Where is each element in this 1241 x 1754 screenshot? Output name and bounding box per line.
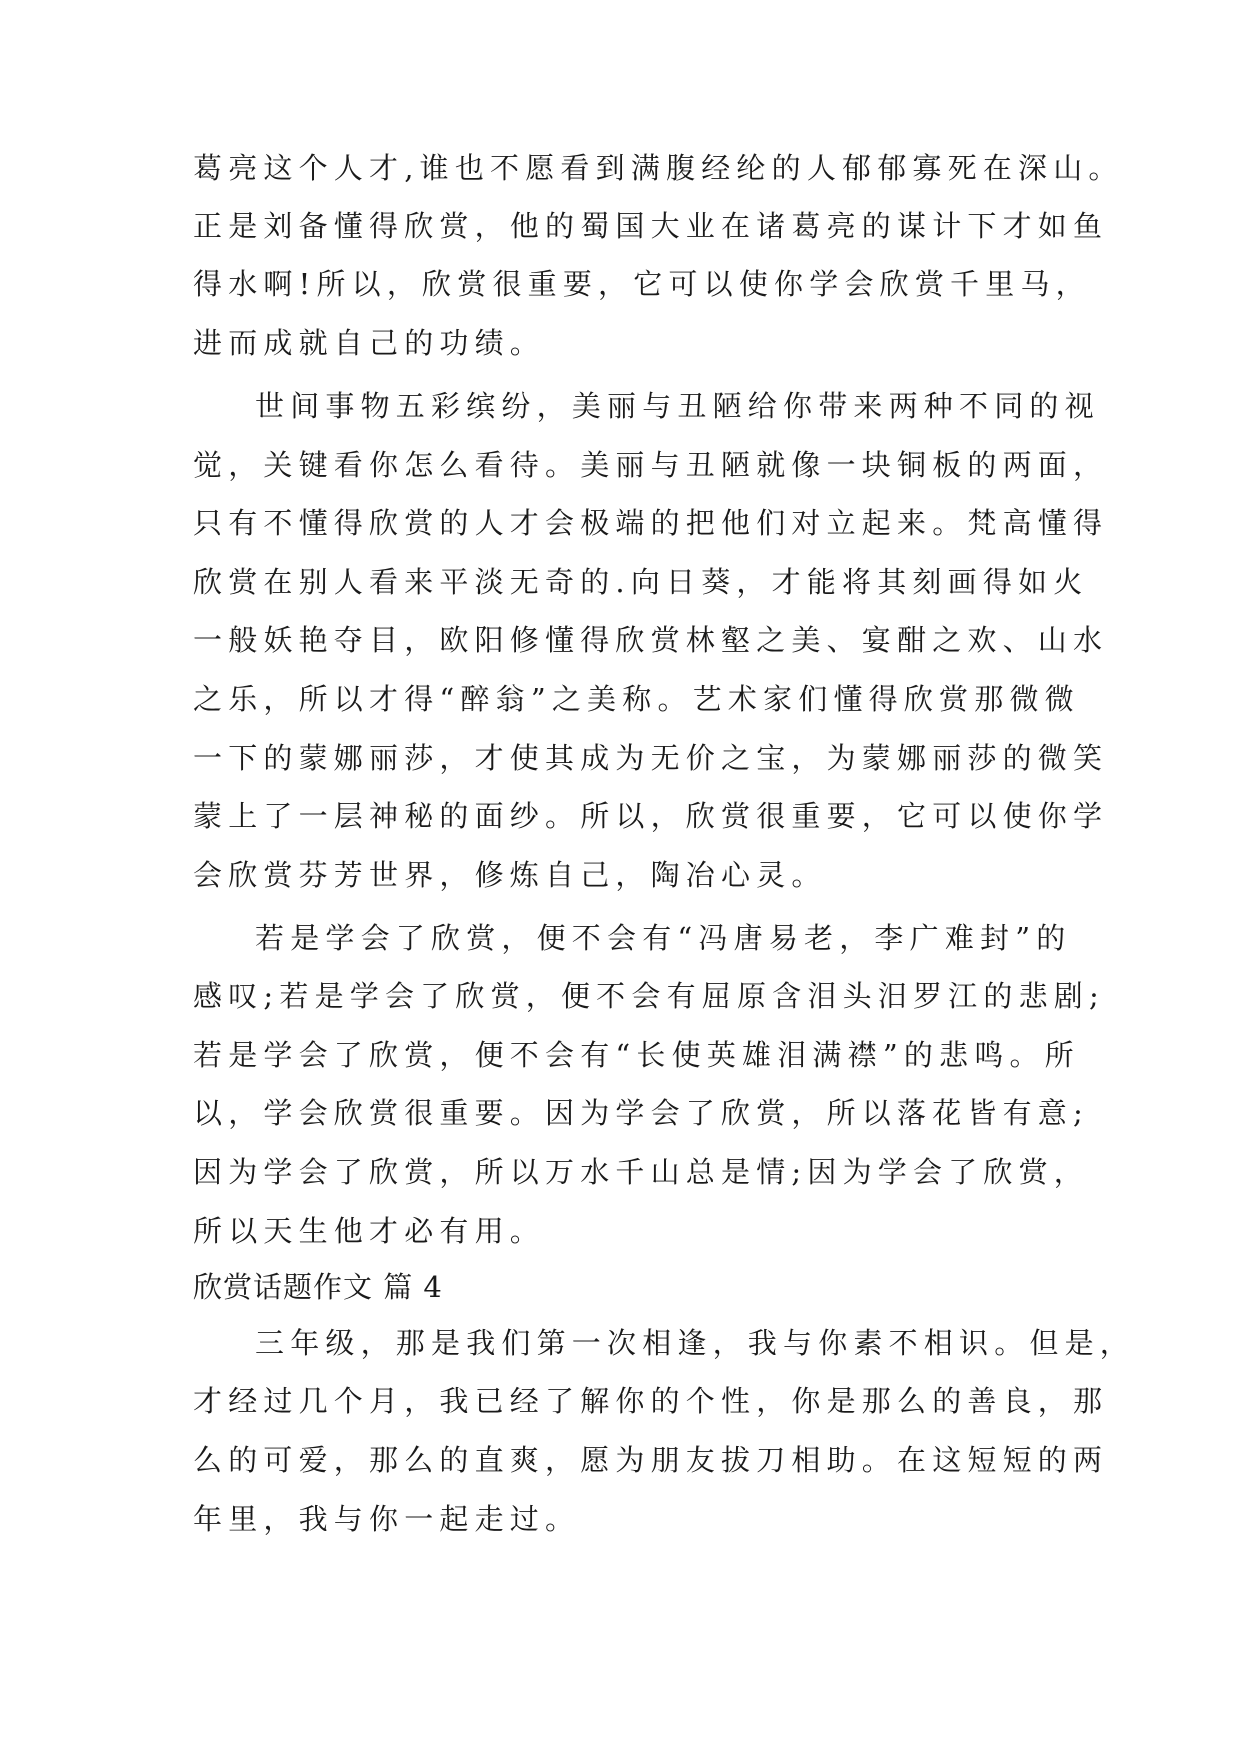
text-line: 只有不懂得欣赏的人才会极端的把他们对立起来。梵高懂得: [193, 506, 1109, 540]
paragraph-first-line: 若是学会了欣赏，便不会有“冯唐易老，李广难封”的: [255, 921, 1072, 955]
text-line: 所以天生他才必有用。: [193, 1214, 546, 1248]
text-line: 一般妖艳夺目，欧阳修懂得欣赏林壑之美、宴酣之欢、山水: [193, 623, 1109, 657]
text-line: 感叹;若是学会了欣赏，便不会有屈原含泪头汨罗江的悲剧;: [193, 979, 1105, 1013]
text-line: 觉，关键看你怎么看待。美丽与丑陋就像一块铜板的两面，: [193, 448, 1109, 482]
text-line: 欣赏在别人看来平淡无奇的.向日葵，才能将其刻画得如火: [193, 565, 1089, 599]
text-line: 一下的蒙娜丽莎，才使其成为无价之宝，为蒙娜丽莎的微笑: [193, 741, 1109, 775]
text-line: 正是刘备懂得欣赏，他的蜀国大业在诸葛亮的谋计下才如鱼: [193, 209, 1109, 243]
text-line: 以，学会欣赏很重要。因为学会了欣赏，所以落花皆有意;: [193, 1096, 1089, 1130]
paragraph-first-line: 三年级，那是我们第一次相逢，我与你素不相识。但是，: [255, 1326, 1136, 1360]
text-line: 葛亮这个人才,谁也不愿看到满腹经纶的人郁郁寡死在深山。: [193, 151, 1124, 185]
text-line: 若是学会了欣赏，便不会有“长使英雄泪满襟”的悲鸣。所: [193, 1038, 1080, 1072]
section-heading: 欣赏话题作文 篇 4: [193, 1270, 443, 1304]
text-line: 之乐，所以才得“醉翁”之美称。艺术家们懂得欣赏那微微: [193, 682, 1080, 716]
paragraph-first-line: 世间事物五彩缤纷，美丽与丑陋给你带来两种不同的视: [255, 389, 1100, 423]
text-line: 会欣赏芬芳世界，修炼自己，陶冶心灵。: [193, 858, 827, 892]
text-line: 才经过几个月，我已经了解你的个性，你是那么的善良，那: [193, 1384, 1109, 1418]
text-line: 蒙上了一层神秘的面纱。所以，欣赏很重要，它可以使你学: [193, 799, 1109, 833]
text-line: 得水啊!所以，欣赏很重要，它可以使你学会欣赏千里马，: [193, 267, 1091, 301]
text-line: 因为学会了欣赏，所以万水千山总是情;因为学会了欣赏，: [193, 1155, 1089, 1189]
text-line: 年里，我与你一起走过。: [193, 1502, 581, 1536]
text-line: 进而成就自己的功绩。: [193, 326, 546, 360]
text-line: 么的可爱，那么的直爽，愿为朋友拔刀相助。在这短短的两: [193, 1443, 1109, 1477]
